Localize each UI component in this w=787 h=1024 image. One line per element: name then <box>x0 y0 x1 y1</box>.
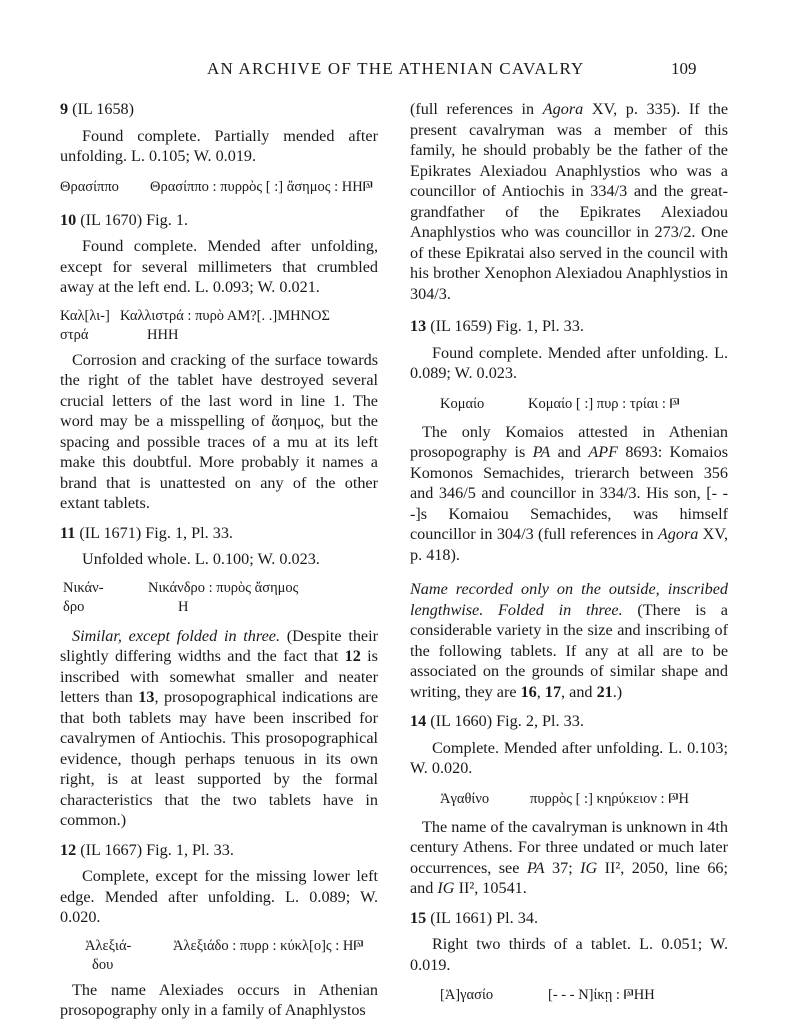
text-run: The only Komaios attested in Athenian prosopography is <box>410 422 728 461</box>
text-run: (There is a considerable variety in the size and inscribing of the following tablets. If any at all are to be associated on the grounds of similar shape and writing, they are <box>410 600 728 701</box>
alexiades-continuation <box>410 99 728 304</box>
entry-9-heading <box>60 99 378 120</box>
inscription-outside-line-1: Καλ[λι-] <box>60 307 110 324</box>
inscription-inside-line-1: Νικάνδρο : πυρὸς ἄσημος <box>148 579 299 596</box>
komaios-paragraph <box>410 422 728 566</box>
text-run: , prosopographical indications are that both tablets may have been inscribed for cavalrymen of Antiochis. This prosopographical evidence, though perhaps tenuous in its own right, is at least supported by the formal characteristics that the two tablets have in common.) <box>60 688 378 829</box>
inscription-inside-line-2: ΗΗΗ <box>147 326 179 343</box>
entry-14-heading <box>410 711 728 732</box>
entry-reference: (IL 1661) Pl. 34. <box>430 908 538 927</box>
entry-number: 11 <box>60 523 76 542</box>
inscription-outside-line-1: Νικάν- <box>63 579 104 596</box>
entry-number: 15 <box>410 908 427 927</box>
entry-reference: (IL 1670) Fig. 1. <box>80 210 188 229</box>
running-head: AN ARCHIVE OF THE ATHENIAN CAVALRY <box>207 59 585 78</box>
entry-10-heading <box>60 210 378 231</box>
inscription-inside: Ἀλεξιάδο : πυρρ : κύκλ[ο]ς : Η𐅄 <box>173 937 364 954</box>
text-run: The name of the cavalryman is unknown in 4th century Athens. For three undated or much later occurrences, see <box>410 817 728 877</box>
entry-reference: (IL 1659) Fig. 1, Pl. 33. <box>430 317 584 335</box>
outside-name-paragraph <box>410 579 728 702</box>
entry-13-description: Found complete. Mended after unfolding. L. 0.089; W. 0.023. <box>410 343 728 382</box>
text-run: XV, p. 335). If the present cavalryman was a member of this family, he should probably be the father of the Epikrates Alexiadou Anaphlystios who was a councillor of Antiochis in 334/3 and the great-grandfather of the Epikrates Alexiadou Anaphlystios who was councillor in 273/2. One of these Epikratai also served in the council with his brother Xenophon Alexiadou Anaphlystios in 304/3. <box>410 100 728 303</box>
inscription-inside-line-1: Καλλιστρά : πυρὸ ΑΜ?[. .]ΜΗΝΟΣ <box>120 307 330 324</box>
entry-13-inscription <box>410 390 728 418</box>
inscription-inside: [- - - Ν]ίκῃ : 𐅄ΗΗ <box>548 987 655 1003</box>
text-run: 37; <box>544 858 581 877</box>
inscription-outside: [Ἀ]γασίο <box>440 987 494 1003</box>
entry-9-description: Found complete. Partially mended after unfolding. L. 0.105; W. 0.019. <box>60 126 378 165</box>
entry-number: 12 <box>60 840 77 859</box>
entry-number: 13 <box>410 317 427 335</box>
ig-citation: IG <box>437 879 455 897</box>
entry-15-heading <box>410 908 728 929</box>
entry-ref-13: 13 <box>138 688 155 706</box>
inscription-outside: Κομαίο <box>440 395 485 412</box>
inscription-inside-line-2: Η <box>178 598 189 615</box>
entry-10-description: Found complete. Mended after unfolding, except for several millimeters that crumbled away at the left end. L. 0.093; W. 0.021. <box>60 237 378 296</box>
entry-15-inscription <box>410 981 728 1009</box>
italic-lead: Similar, except folded in three. <box>72 626 280 645</box>
entry-11-inscription <box>60 576 378 618</box>
inscription-outside: Ἀγαθίνο <box>440 790 490 807</box>
inscription-outside-line-1: Ἀλεξιά- <box>85 937 132 954</box>
agora-citation: Agora <box>542 100 584 118</box>
text-run: .) <box>612 682 623 701</box>
inscription-outside-line-2: στρά <box>60 326 89 343</box>
entry-ref-12: 12 <box>344 647 361 665</box>
agora-citation: Agora <box>657 525 699 543</box>
inscription-inside: Θρασίππο : πυρρὸς [ :] ἄσημος : ΗΗ𐅄 <box>150 178 373 195</box>
entry-14-description: Complete. Mended after unfolding. L. 0.103; W. 0.020. <box>410 738 728 777</box>
entry-10-inscription <box>60 304 378 346</box>
entry-ref-21: 21 <box>596 682 613 701</box>
entry-10-commentary: Corrosion and cracking of the surface towards the right of the tablet have destroyed several crucial letters of the last word in line 1. The word may be a misspelling of ἄσημος, but the spacing and possible traces of a mu at its left make this doubtful. More probably it names a brand that is unattested on any of the other extant tablets. <box>60 350 378 512</box>
entry-15-description: Right two thirds of a tablet. L. 0.051; W. 0.019. <box>410 935 728 974</box>
pa-citation: PA <box>532 443 551 461</box>
italic-lead: Name recorded only on the outside, inscribed lengthwise. Folded in three. <box>410 580 728 619</box>
entry-14-inscription <box>410 785 728 813</box>
text-run: (full references in <box>410 100 543 118</box>
page-number: 109 <box>671 59 697 78</box>
text-run: XV, p. 418). <box>410 525 729 564</box>
text-run: II², 10541. <box>454 879 527 897</box>
inscription-outside-line-2: δρο <box>63 598 85 615</box>
entry-number: 10 <box>60 210 77 229</box>
entry-reference: (IL 1671) Fig. 1, Pl. 33. <box>79 523 233 542</box>
agathinos-paragraph <box>410 817 728 899</box>
entry-12-heading <box>60 840 378 861</box>
entry-12-inscription <box>60 934 378 976</box>
entry-12-description: Complete, except for the missing lower left edge. Mended after unfolding. L. 0.089; W. 0.020. <box>60 867 378 926</box>
entry-11-heading <box>60 523 378 544</box>
inscription-outside: Θρασίππο <box>60 178 119 195</box>
text-run: is inscribed with somewhat smaller and neater letters than <box>60 647 378 706</box>
text-run: 8693: Komaios Komonos Semachides, trierarch between 356 and 346/5 and councillor in 334/3. His son, [- - -]s Komaiou Semachides, was himself councillor in 304/3 (full references in <box>410 443 728 543</box>
entry-number: 9 <box>60 100 69 118</box>
entry-11-description: Unfolded whole. L. 0.100; W. 0.023. <box>82 550 320 568</box>
entry-ref-17: 17 <box>544 682 562 701</box>
entry-reference: (IL 1658) <box>72 100 135 118</box>
page-header <box>0 59 787 85</box>
entry-13-heading <box>410 316 728 337</box>
alexiades-paragraph: The name Alexiades occurs in Athenian prosopography only in a family of Anaphlystos <box>60 980 378 1019</box>
inscription-inside: Κομαίο [ :] πυρ : τρίαι : 𐅄 <box>528 395 680 412</box>
entry-reference: (IL 1660) Fig. 2, Pl. 33. <box>430 712 584 730</box>
right-column <box>410 99 728 1009</box>
inscription-inside: πυρρὸς [ :] κηρύκειον : 𐅄Η <box>530 790 689 807</box>
entry-reference: (IL 1667) Fig. 1, Pl. 33. <box>80 840 234 859</box>
entry-ref-16: 16 <box>520 682 537 701</box>
text-run: , <box>536 682 545 701</box>
text-run: , and <box>561 682 597 701</box>
ig-citation: IG <box>580 858 598 877</box>
apf-citation: APF <box>588 443 618 461</box>
text-run: (Despite their slightly differing widths and the fact that <box>60 626 378 665</box>
entry-number: 14 <box>410 712 427 730</box>
entry-9-inscription <box>60 173 378 201</box>
text-run: and <box>550 443 589 461</box>
pa-citation: PA <box>526 858 545 877</box>
inscription-outside-line-2: δου <box>92 956 114 973</box>
left-column <box>60 99 378 1021</box>
text-run: II², 2050, line 66; and <box>410 858 728 897</box>
similar-tablets-paragraph <box>60 626 378 831</box>
